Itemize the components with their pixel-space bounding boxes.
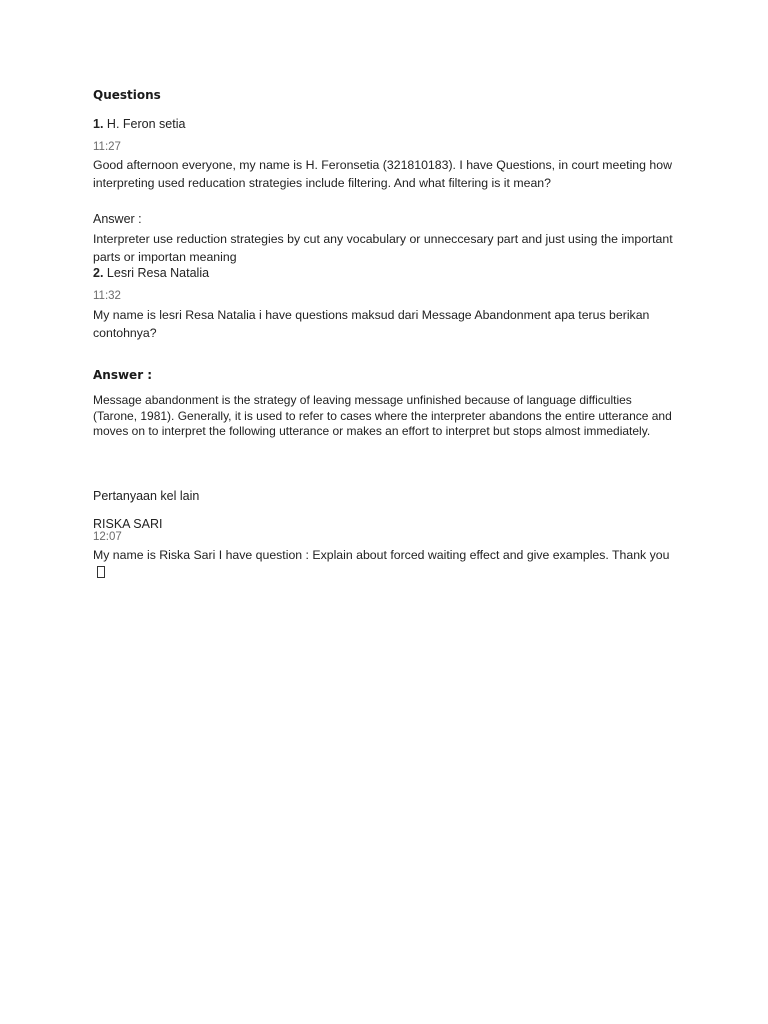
answer-1-label: Answer :: [93, 212, 142, 226]
answer-1-text: Interpreter use reduction strategies by cut any vocabulary or unneccesary part and just using the important parts or importan meaning: [93, 232, 673, 264]
other-question-text: My name is Riska Sari I have question : Explain about forced waiting effect and give examples. Thank you: [93, 548, 670, 562]
other-question-name: RISKA SARI: [93, 517, 163, 531]
answer-2-text: Message abandonment is the strategy of leaving message unfinished because of language difficulties (Tarone, 1981). Generally, it is used to refer to cases where the interpreter abandons the entire utterance and moves on to interpret the following utterance or makes an effort to interpret but stops almost immediately.: [93, 393, 672, 438]
question-1-name: H. Feron setia: [106, 117, 186, 131]
other-group-heading: Pertanyaan kel lain: [93, 489, 200, 503]
question-2-text: My name is lesri Resa Natalia i have questions maksud dari Message Abandonment apa terus berikan contohnya?: [93, 308, 650, 340]
question-1-header: [93, 117, 185, 131]
question-2-time: 11:32: [93, 290, 121, 302]
answer-2-label: Answer :: [93, 368, 153, 382]
page-title: Questions: [93, 88, 161, 102]
other-question-text-block: [93, 546, 678, 582]
question-2-header: [93, 266, 209, 280]
question-1-text: Good afternoon everyone, my name is H. Feronsetia (321810183). I have Questions, in court meeting how interpreting used reducation strategies include filtering. And what filtering is it mean?: [93, 158, 672, 190]
question-2-number: 2.: [93, 266, 104, 280]
question-2-name: Lesri Resa Natalia: [106, 266, 210, 280]
question-1-number: 1.: [93, 117, 104, 131]
other-question-time: 12:07: [93, 531, 122, 543]
missing-glyph-icon: [97, 566, 105, 578]
question-1-time: 11:27: [93, 141, 121, 153]
